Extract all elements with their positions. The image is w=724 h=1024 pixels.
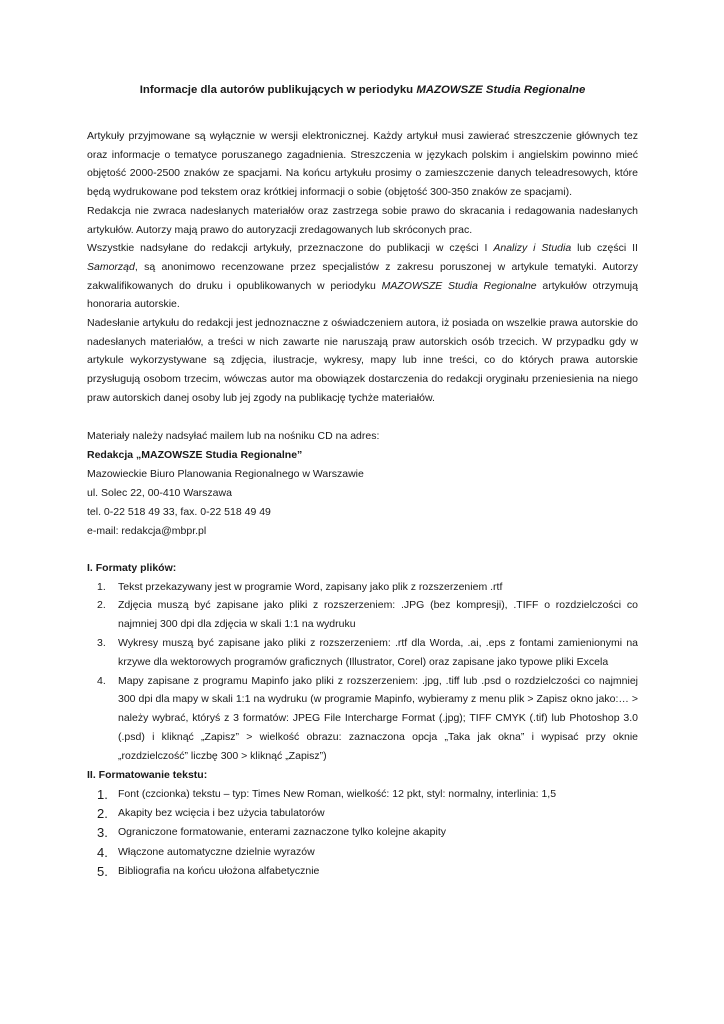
paragraph-editing: Redakcja nie zwraca nadesłanych materiałów oraz zastrzega sobie prawo do skracania i redagowania nadesłanych artykułów. Autorzy mają prawo do autoryzacji zredagowanych lub skróconych prac. xyxy=(87,204,638,236)
paragraph-review xyxy=(87,239,638,314)
paragraph-submission: Artykuły przyjmowane są wyłącznie w wersji elektronicznej. Każdy artykuł musi zawierać streszczenie głównych tez oraz informacje o tematyce poruszanego zagadnienia. Streszczenia w językach polskim i angielskim powinno mieć objętość 2000-2500 znaków ze spacjami. Na końcu artykułu prosimy o zamieszczenie danych teleadresowych, które będą wydrukowane pod tekstem oraz krótkiej informacji o sobie (objętość 300-350 znaków ze spacjami). xyxy=(87,130,638,199)
address-phone: tel. 0-22 518 49 33, fax. 0-22 518 49 49 xyxy=(87,505,271,518)
address-org: Mazowieckie Biuro Planowania Regionalnego w Warszawie xyxy=(87,467,364,480)
address-name: Redakcja „MAZOWSZE Studia Regionalne” xyxy=(87,448,303,461)
section-file-formats-heading: I. Formaty plików: xyxy=(87,561,177,574)
address-email: e-mail: redakcja@mbpr.pl xyxy=(87,524,207,537)
file-formats-list xyxy=(87,578,638,766)
address-intro: Materiały należy nadsyłać mailem lub na nośniku CD na adres: xyxy=(87,429,380,442)
list-item: 2. Akapity bez wcięcia i bez użycia tabulatorów xyxy=(97,805,325,821)
review-text-c: lub części II xyxy=(571,242,638,255)
review-journal: MAZOWSZE Studia Regionalne xyxy=(381,279,537,292)
address-block xyxy=(87,427,638,541)
review-part-two: Samorząd xyxy=(87,260,135,273)
text-formatting-list xyxy=(87,785,638,882)
review-text-e: , są anonimowo recenzowane przez specjalistów z zakresu poruszonej w artykule tematyki. Autorzy zakwalifikowanych do druku i opublikowanych w periodyku xyxy=(87,260,638,292)
list-item: 2. Zdjęcia muszą być zapisane jako pliki z rozszerzeniem: .JPG (bez kompresji), .TIFF o rozdzielczości co najmniej 300 dpi dla zdjęcia w skali 1:1 na wydruku xyxy=(97,599,638,631)
page-title xyxy=(87,82,638,98)
list-item: 1. Font (czcionka) tekstu – typ: Times New Roman, wielkość: 12 pkt, styl: normalny, interlinia: 1,5 xyxy=(97,786,557,802)
list-item: 1. Tekst przekazywany jest w programie Word, zapisany jako plik z rozszerzeniem .rtf xyxy=(97,580,503,593)
review-text-g: artykułów otrzymują honoraria autorskie. xyxy=(87,279,638,311)
section-text-formatting-heading: II. Formatowanie tekstu: xyxy=(87,768,208,781)
list-item: 3. Wykresy muszą być zapisane jako pliki z rozszerzeniem: .rtf dla Worda, .ai, .eps z fontami zamienionymi na krzywe dla wektorowych programów graficznych (Illustrator, Corel) oraz zapisane jako typowe pliki Excela xyxy=(97,636,638,668)
document-page xyxy=(87,82,638,882)
review-text-a: Wszystkie nadsyłane do redakcji artykuły, przeznaczone do publikacji w części I xyxy=(87,242,494,255)
list-item: 3. Ograniczone formatowanie, enterami zaznaczone tylko kolejne akapity xyxy=(97,825,447,841)
list-item: 4. Mapy zapisane z programu Mapinfo jako pliki z rozszerzeniem: .jpg, .tiff lub .psd o rozdzielczości co najmniej 300 dpi dla mapy w skali 1:1 na wydruku (w programie Mapinfo, wybieramy z menu plik > Zapisz okno jako:… > należy wybrać, któryś z 3 formatów: JPEG File Intercharge Format (.jpg); TIFF CMYK (.tif) lub Photoshop 3.0 (.psd) i kliknąć „Zapisz” > wielkość obrazu: zaznaczona opcja „Taka jak okna” i wypisać przy oknie „rozdzielczość” liczbę 300 > kliknąć „Zapisz”) xyxy=(97,674,638,762)
title-journal: MAZOWSZE Studia Regionalne xyxy=(416,84,586,96)
review-part-one: Analizy i Studia xyxy=(493,242,572,255)
title-prefix: Informacje dla autorów publikujących w periodyku xyxy=(139,84,417,96)
list-item: 4. Włączone automatyczne dzielnie wyrazów xyxy=(97,844,315,860)
address-street: ul. Solec 22, 00-410 Warszawa xyxy=(87,486,232,499)
list-item: 5. Bibliografia na końcu ułożona alfabetycznie xyxy=(97,864,320,880)
paragraph-copyright: Nadesłanie artykułu do redakcji jest jednoznaczne z oświadczeniem autora, iż posiada on wszelkie prawa autorskie do nadesłanych materiałów, a treści w nich zawarte nie naruszają praw autorskich osób trzecich. W przypadku gdy w artykule wykorzystywane są zdjęcia, ilustracje, wykresy, mapy lub inne treści, co do których prawa autorskie przysługują osobom trzecim, wówczas autor ma obowiązek dostarczenia do redakcji oryginału przeniesienia na niego praw autorskich danej osoby lub jej zgody na publikację tychże materiałów. xyxy=(87,317,638,404)
